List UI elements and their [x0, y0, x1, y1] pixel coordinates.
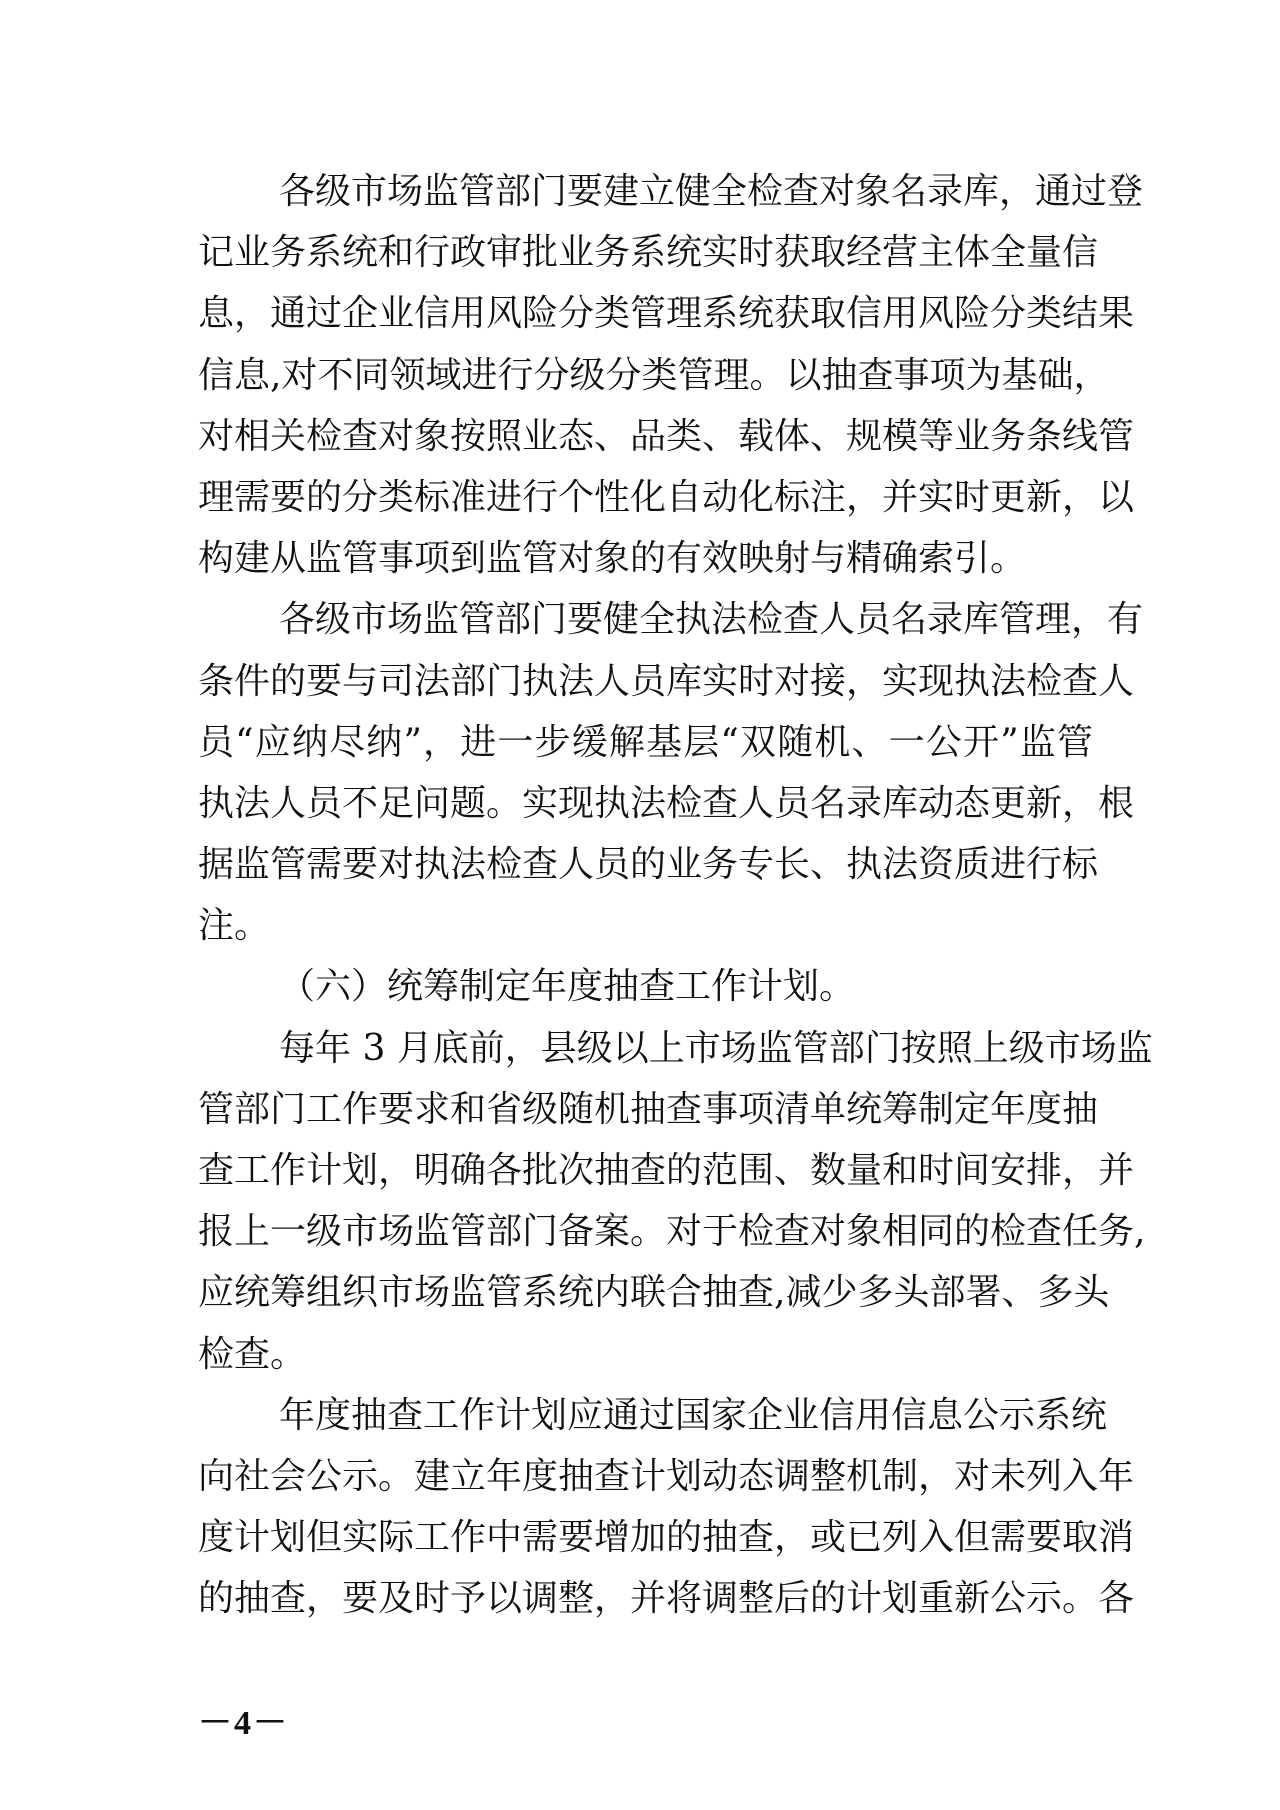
- text-line: 息，通过企业信用风险分类管理系统获取信用风险分类结果: [198, 293, 1135, 335]
- text-line: 查工作计划，明确各批次抽查的范围、数量和时间安排，并: [198, 1150, 1135, 1191]
- text-line: 管部门工作要求和省级随机抽查事项清单统筹制定年度抽: [198, 1088, 1099, 1130]
- paragraph: [198, 589, 1144, 956]
- text-line: 报上一级市场监管部门备案。对于检查对象相同的检查任务,: [198, 1211, 1146, 1253]
- text-line: 各级市场监管部门要建立健全检查对象名录库，通过登: [279, 171, 1144, 212]
- text-line: 记业务系统和行政审批业务系统实时获取经营主体全量信: [198, 232, 1099, 274]
- text-line: 执法人员不足问题。实现执法检查人员名录库动态更新，根: [198, 782, 1135, 824]
- text-line: （六）统筹制定年度抽查工作计划。: [279, 966, 856, 1008]
- paragraph: [198, 1385, 1135, 1630]
- document-body: [198, 161, 1153, 1630]
- paragraph: [198, 1018, 1153, 1385]
- section-heading: [198, 956, 1093, 1017]
- text-line: 各级市场监管部门要健全执法检查人员名录库管理，有: [279, 599, 1144, 641]
- text-line: 对相关检查对象按照业态、品类、载体、规模等业务条线管: [198, 415, 1135, 457]
- text-line: 构建从监管事项到监管对象的有效映射与精确索引。: [198, 538, 1027, 580]
- text-line: 条件的要与司法部门执法人员库实时对接，实现执法检查人: [198, 660, 1135, 702]
- text-line: 检查。: [198, 1333, 307, 1375]
- text-line: 年度抽查工作计划应通过国家企业信用信息公示系统: [279, 1394, 1108, 1436]
- text-line: 员“应纳尽纳”，进一步缓解基层“双随机、一公开”监管: [198, 721, 1093, 763]
- text-line: 每年 3 月底前，县级以上市场监管部门按照上级市场监: [279, 1027, 1153, 1069]
- text-line: 应统筹组织市场监管系统内联合抽查,减少多头部署、多头: [198, 1272, 1110, 1314]
- text-line: 据监管需要对执法检查人员的业务专长、执法资质进行标: [198, 844, 1099, 886]
- page-number: －4－: [198, 1705, 289, 1742]
- text-line: 的抽查，要及时予以调整，并将调整后的计划重新公示。各: [198, 1578, 1135, 1620]
- text-line: 理需要的分类标准进行个性化自动化标注，并实时更新，以: [198, 476, 1135, 518]
- text-line: 注。: [198, 905, 271, 947]
- text-line: 度计划但实际工作中需要增加的抽查，或已列入但需要取消: [198, 1517, 1135, 1559]
- text-line: 信息,对不同领域进行分级分类管理。以抽查事项为基础，: [198, 354, 1110, 396]
- paragraph: [198, 161, 1144, 589]
- text-line: 向社会公示。建立年度抽查计划动态调整机制，对未列入年: [198, 1455, 1135, 1497]
